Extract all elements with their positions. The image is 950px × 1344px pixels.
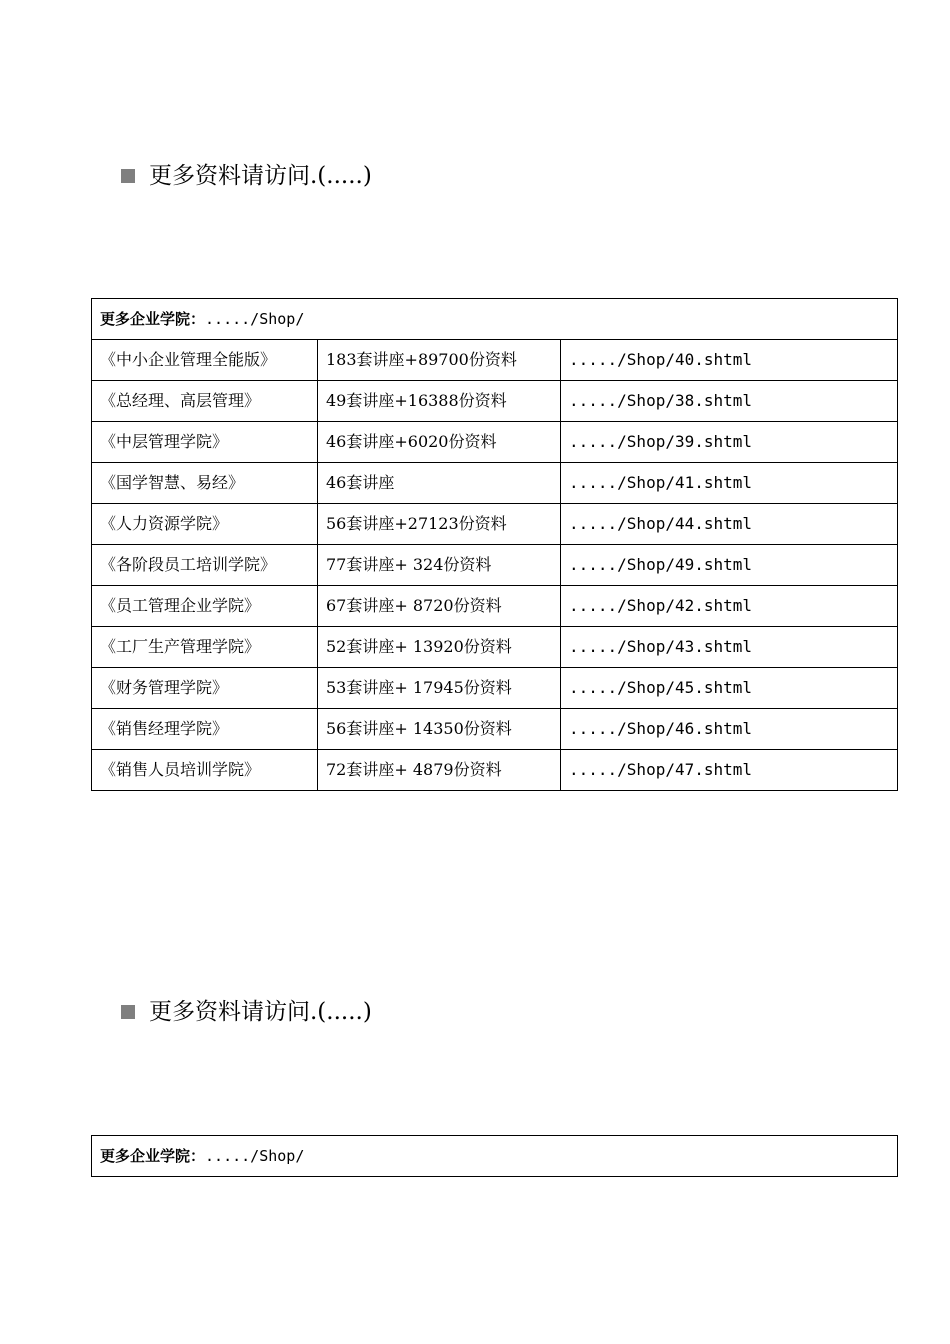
course-name: 《工厂生产管理学院》 (92, 627, 318, 668)
course-desc: 52套讲座+ 13920份资料 (318, 627, 561, 668)
square-bullet-icon (121, 169, 135, 183)
table-row (92, 750, 898, 791)
course-desc: 56套讲座+ 14350份资料 (318, 709, 561, 750)
course-url[interactable]: ...../Shop/42.shtml (561, 586, 898, 627)
course-desc: 77套讲座+ 324份资料 (318, 545, 561, 586)
table-row (92, 422, 898, 463)
course-name: 《各阶段员工培训学院》 (92, 545, 318, 586)
header-url[interactable]: ...../Shop/ (205, 310, 305, 328)
table-row (92, 668, 898, 709)
course-name: 《总经理、高层管理》 (92, 381, 318, 422)
notice-line-1 (121, 161, 372, 191)
course-url[interactable]: ...../Shop/38.shtml (561, 381, 898, 422)
course-url[interactable]: ...../Shop/41.shtml (561, 463, 898, 504)
notice-line-2 (121, 997, 372, 1027)
course-name: 《销售人员培训学院》 (92, 750, 318, 791)
course-name: 《财务管理学院》 (92, 668, 318, 709)
table-row (92, 463, 898, 504)
course-desc: 46套讲座+6020份资料 (318, 422, 561, 463)
course-desc: 46套讲座 (318, 463, 561, 504)
course-name: 《销售经理学院》 (92, 709, 318, 750)
course-name: 《人力资源学院》 (92, 504, 318, 545)
table-row (92, 627, 898, 668)
table-header-cell (92, 299, 898, 340)
square-bullet-icon (121, 1005, 135, 1019)
course-url[interactable]: ...../Shop/40.shtml (561, 340, 898, 381)
course-url[interactable]: ...../Shop/49.shtml (561, 545, 898, 586)
table-row (92, 504, 898, 545)
course-name: 《中小企业管理全能版》 (92, 340, 318, 381)
course-url[interactable]: ...../Shop/43.shtml (561, 627, 898, 668)
header-label: 更多企业学院： (100, 1147, 206, 1165)
course-desc: 49套讲座+16388份资料 (318, 381, 561, 422)
table-row (92, 381, 898, 422)
table-header-row (92, 1136, 898, 1177)
table-row (92, 586, 898, 627)
table-row (92, 340, 898, 381)
course-name: 《员工管理企业学院》 (92, 586, 318, 627)
table-row (92, 545, 898, 586)
shop-table-2 (91, 1135, 898, 1177)
course-name: 《中层管理学院》 (92, 422, 318, 463)
table-header-cell (92, 1136, 898, 1177)
notice-text: 更多资料请访问.(.....) (149, 999, 372, 1025)
course-desc: 53套讲座+ 17945份资料 (318, 668, 561, 709)
course-desc: 72套讲座+ 4879份资料 (318, 750, 561, 791)
course-desc: 67套讲座+ 8720份资料 (318, 586, 561, 627)
course-url[interactable]: ...../Shop/46.shtml (561, 709, 898, 750)
table-row (92, 709, 898, 750)
header-label: 更多企业学院： (100, 310, 206, 328)
shop-table-1 (91, 298, 898, 791)
course-url[interactable]: ...../Shop/45.shtml (561, 668, 898, 709)
course-desc: 183套讲座+89700份资料 (318, 340, 561, 381)
course-url[interactable]: ...../Shop/39.shtml (561, 422, 898, 463)
notice-text: 更多资料请访问.(.....) (149, 163, 372, 189)
course-desc: 56套讲座+27123份资料 (318, 504, 561, 545)
course-url[interactable]: ...../Shop/44.shtml (561, 504, 898, 545)
course-url[interactable]: ...../Shop/47.shtml (561, 750, 898, 791)
course-name: 《国学智慧、易经》 (92, 463, 318, 504)
table-header-row (92, 299, 898, 340)
header-url[interactable]: ...../Shop/ (205, 1147, 305, 1165)
